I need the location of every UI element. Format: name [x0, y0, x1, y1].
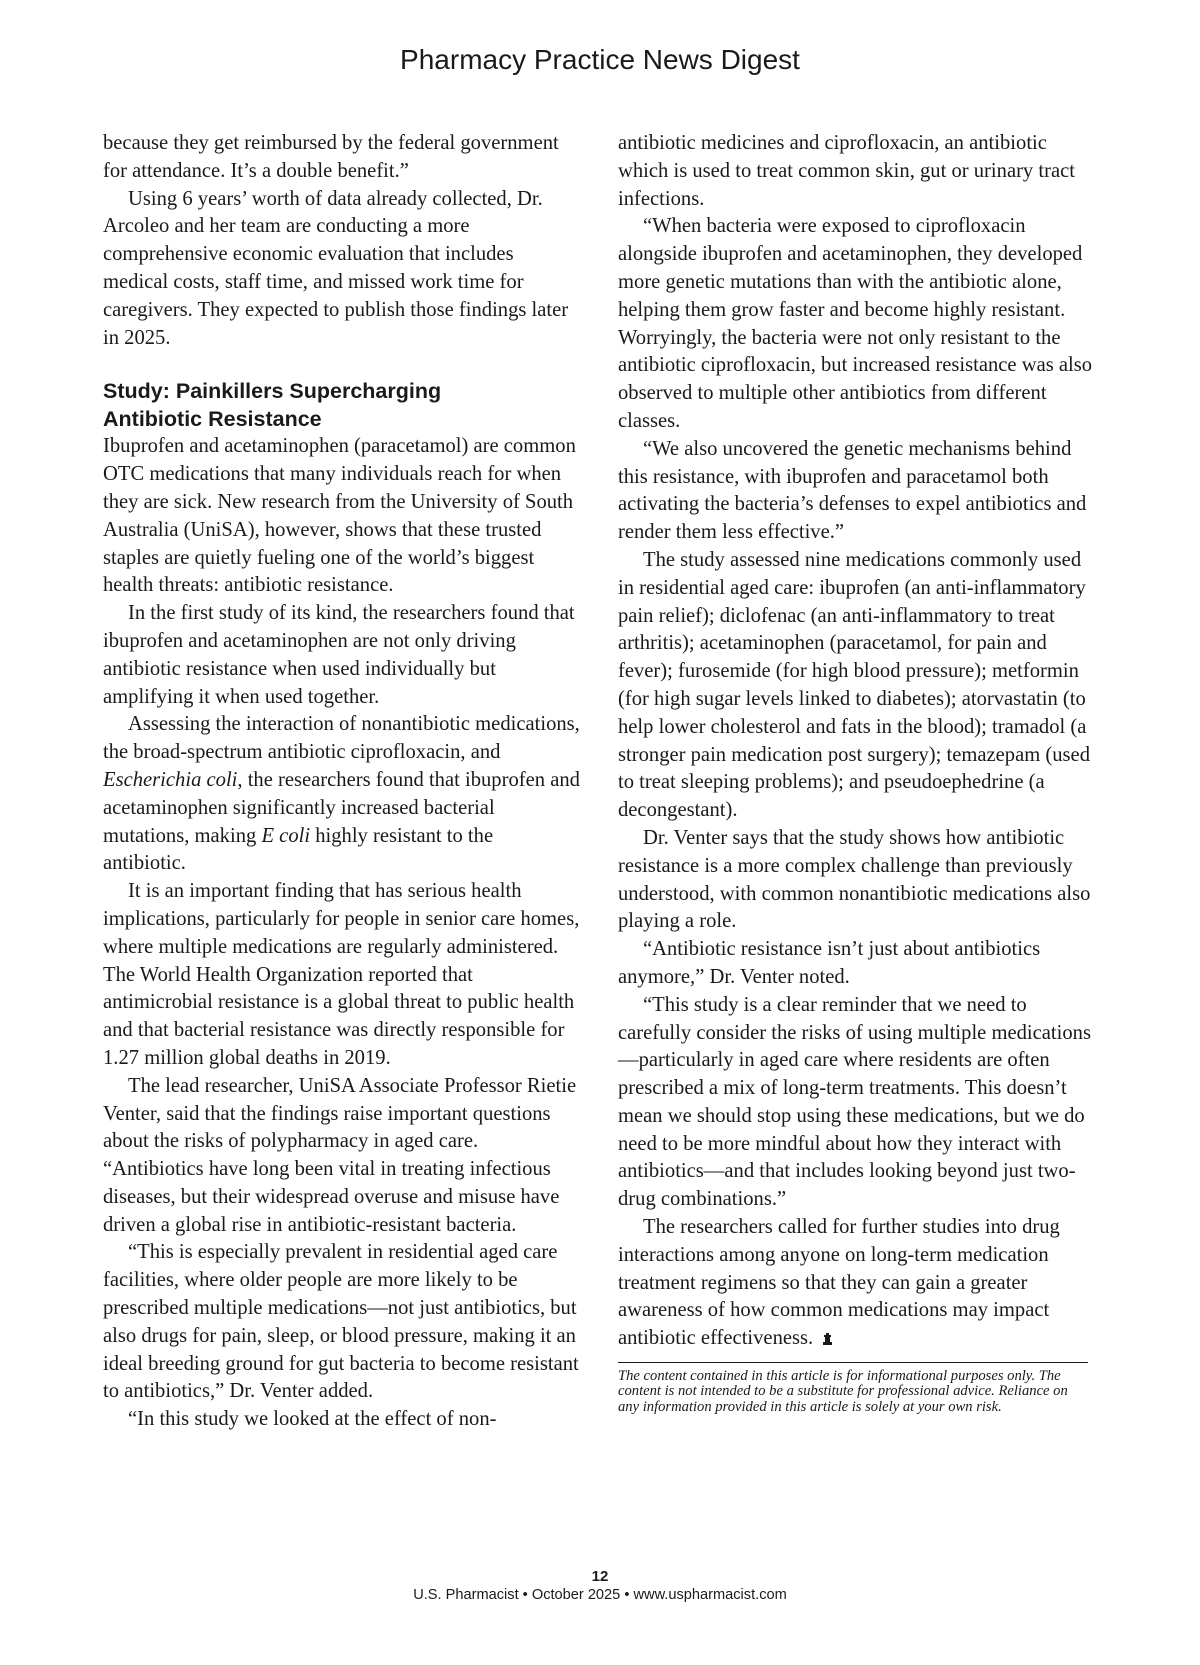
paragraph: [103, 711, 581, 878]
paragraph: The study assessed nine medications commonly used in residential aged care: ibuprofen (an anti-inflammatory pain relief); diclofenac (an anti-inflammatory to treat arthritis); acetaminophen (paracetamol, for pain and fever); furosemide (for high blood pressure); metformin (for high sugar levels linked to diabetes); atorvastatin (to help lower cholesterol and fats in the blood); tramadol (a stronger pain medication post surgery); temazepam (used to treat sleeping problems); and pseudoephedrine (a decongestant).: [618, 548, 1090, 822]
italic-term: Escherichia coli: [103, 768, 238, 791]
paragraph: “When bacteria were exposed to ciprofloxacin alongside ibuprofen and acetaminophen, they developed more genetic mutations than with the antibiotic alone, helping them grow faster and become highly resistant. Worryingly, the bacteria were not only resistant to the antibiotic ciprofloxacin, but increased resistance was also observed to multiple other antibiotics from different classes.: [618, 215, 1093, 432]
paragraph: because they get reimbursed by the federal government for attendance. It’s a double benefit.”: [103, 132, 559, 182]
section-heading-line: Antibiotic Resistance: [103, 406, 322, 431]
paragraph: antibiotic medicines and ciprofloxacin, an antibiotic which is used to treat common skin, gut or urinary tract infections.: [618, 132, 1075, 210]
right-column: [618, 130, 1096, 1415]
running-head: Pharmacy Practice News Digest: [400, 44, 800, 75]
paragraph: “We also uncovered the genetic mechanisms behind this resistance, with ibuprofen and paracetamol both activating the bacteria’s defenses to expel antibiotics and render them less effective.”: [618, 437, 1087, 544]
left-column: [103, 130, 581, 1434]
paragraph: “This is especially prevalent in residential aged care facilities, where older people are more likely to be prescribed multiple medications—not just antibiotics, but also drugs for pain, sleep, or blood pressure, making it an ideal breeding ground for gut bacteria to become resistant to antibiotics,” Dr. Venter added.: [103, 1241, 579, 1403]
paragraph: “This study is a clear reminder that we need to carefully consider the risks of using multiple medications—particularly in aged care where residents are often prescribed a mix of long-term treatments. This doesn’t mean we should stop using these medications, but we do need to be more mindful about how they interact with antibiotics—and that includes looking beyond just two-drug combinations.”: [618, 993, 1091, 1211]
paragraph: The lead researcher, UniSA Associate Professor Rietie Venter, said that the findings raise important questions about the risks of polypharmacy in aged care. “Antibiotics have long been vital in treating infectious diseases, but their widespread overuse and misuse have driven a global rise in antibiotic-resistant bacteria.: [103, 1074, 577, 1236]
paragraph: “In this study we looked at the effect of non-: [128, 1408, 497, 1431]
pestle-icon: [823, 1333, 832, 1345]
section-heading-line: Study: Painkillers Supercharging: [103, 379, 442, 404]
text-run: highly resistant to the antibiotic.: [103, 824, 494, 875]
text-run: The researchers called for further studies into drug interactions among anyone on long-term medication treatment regimens so that they can gain a greater awareness of how common medications may impact antibiotic effectiveness.: [618, 1216, 1060, 1350]
paragraph: “Antibiotic resistance isn’t just about antibiotics anymore,” Dr. Venter noted.: [618, 938, 1041, 988]
paragraph: In the first study of its kind, the researchers found that ibuprofen and acetaminophen are not only driving antibiotic resistance when used individually but amplifying it when used together.: [103, 602, 575, 708]
italic-term: E coli: [261, 824, 311, 847]
paragraph: Ibuprofen and acetaminophen (paracetamol) are common OTC medications that many individuals reach for when they are sick. New research from the University of South Australia (UniSA), however, shows that these trusted staples are quietly fueling one of the world’s biggest health threats: antibiotic resistance.: [103, 435, 576, 597]
page-number: 12: [591, 1568, 609, 1585]
paragraph: It is an important finding that has serious health implications, particularly for people in senior care homes, where multiple medications are regularly administered. The World Health Organization reported that antimicrobial resistance is a global threat to public health and that bacterial resistance was directly responsible for 1.27 million global deaths in 2019.: [103, 880, 580, 1069]
section-heading: [103, 378, 581, 433]
text-run: , the researchers found that ibuprofen and acetaminophen significantly increased bacterial mutations, making: [103, 768, 580, 847]
disclaimer: The content contained in this article is for informational purposes only. The content is not intended to be a substitute for professional advice. Reliance on any information provided in this article is solely at your own risk.: [618, 1362, 1088, 1415]
paragraph: [618, 1214, 1096, 1353]
paragraph: Using 6 years’ worth of data already collected, Dr. Arcoleo and her team are conducting a more comprehensive economic evaluation that includes medical costs, staff time, and missed work time for caregivers. They expected to publish those findings later in 2025.: [103, 187, 569, 349]
text-run: Assessing the interaction of nonantibiotic medications, the broad-spectrum antibiotic ciprofloxacin, and: [103, 713, 580, 764]
publication-footer: U.S. Pharmacist • October 2025 • www.uspharmacist.com: [413, 1587, 787, 1603]
paragraph: Dr. Venter says that the study shows how antibiotic resistance is a more complex challenge than previously understood, with common nonantibiotic medications also playing a role.: [618, 826, 1091, 933]
